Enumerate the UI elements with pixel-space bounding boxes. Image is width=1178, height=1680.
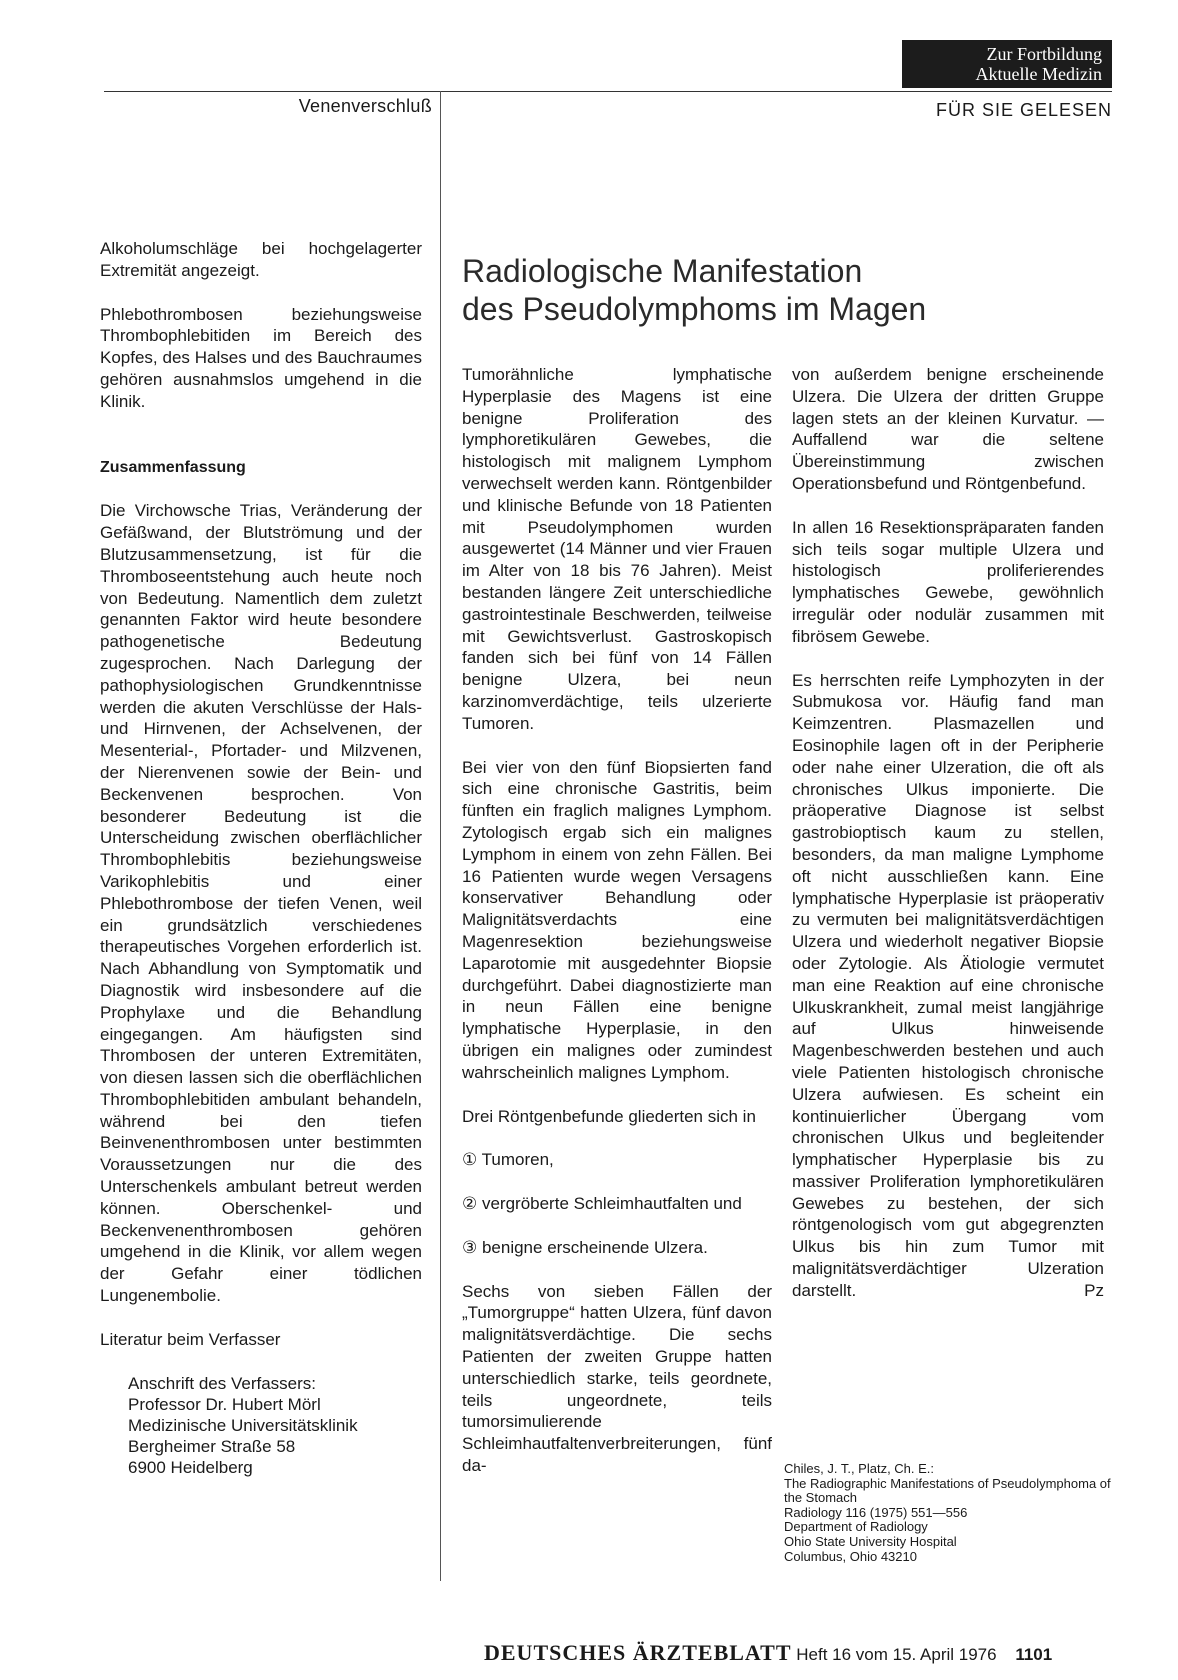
running-title: Venenverschluß [298, 96, 432, 116]
address-line: Medizinische Universitätsklinik [128, 1415, 358, 1435]
reference-line: The Radiographic Manifestations of Pseudolymphoma of the Stomach [784, 1475, 1111, 1506]
column-divider [440, 91, 441, 1581]
summary-text: Die Virchowsche Trias, Veränderung der Gefäßwand, der Blutströmung und der Blutzusammensetzung, ist für die Thromboseentstehung auch heute noch von Bedeutung. Namentlich dem zuletzt genannten Faktor wird heute besondere pathogenetische Bedeutung zugesprochen. Nach Darlegung der pathophysiologischen Grundkenntnisse werden die akuten Verschlüsse der Hals- und Hirnvenen, der Achselvenen, der Mesenterial-, Pfortader- und Milzvenen, der Nierenvenen sowie der Bein- und Beckenvenen besprochen. Von besonderer Bedeutung ist die Unterscheidung zwischen oberflächlicher Thrombophlebitis beziehungsweise Varikophlebitis und einer Phlebothrombose der tiefen Venen, weil ein grundsätzlich verschiedenes therapeutisches Vorgehen erforderlich ist. Nach Abhandlung von Symptomatik und Diagnostik wird insbesondere auf die Prophylaxe und die Behandlung eingegangen. Am häufigsten sind Thrombosen der unteren Extremitäten, von diesen lassen sich die oberflächlichen Thrombophlebitiden ambulant behandeln, während bei den tiefen Beinvenenthrombosen unter bestimmten Voraussetzungen nur die des Unterschenkels ambulant betreut werden können. Oberschenkel- und Beckenvenenthrombosen gehören umgehend in die Klinik, vor allem wegen der Gefahr einer tödlichen Lungenembolie. [100, 501, 422, 1306]
left-column [100, 238, 422, 1478]
article-paragraph: Bei vier von den fünf Biopsierten fand sich eine chronische Gastritis, beim fünften ein fraglich malignes Lymphom. Zytologisch ergab sich ein malignes Lymphom in einem von zehn Fällen. Bei 16 Patienten wurde wegen Versagens konservativer Behandlung oder Malignitätsverdachts eine Magenresektion beziehungsweise Laparotomie mit ausgedehnter Biopsie durchgeführt. Dabei diagnostizierte man in neun Fällen eine benigne lymphatische Hyperplasie, in den übrigen ein malignes oder zumindest wahrscheinlich malignes Lymphom. [462, 757, 772, 1082]
article-paragraph: In allen 16 Resektionspräparaten fanden sich teils sogar multiple Ulzera und histologisch proliferierendes lymphatisches Gewebe, gewöhnlich irregulär oder nodulär zusammen mit fibrösem Gewebe. [792, 517, 1104, 646]
address-line: 6900 Heidelberg [128, 1457, 253, 1477]
address-line: Professor Dr. Hubert Mörl [128, 1394, 321, 1414]
findings-item-1: ① Tumoren, [462, 1150, 554, 1170]
header-rule-left [104, 91, 440, 92]
header-rule-right [440, 91, 1112, 92]
reference-block [784, 1462, 1114, 1564]
article-title-line-1: Radiologische Manifestation [462, 253, 863, 289]
reference-line: Columbus, Ohio 43210 [784, 1548, 917, 1564]
badge-line-2: Aktuelle Medizin [975, 64, 1102, 84]
article-title [462, 252, 1102, 328]
badge-line-1: Zur Fortbildung [986, 44, 1102, 64]
left-paragraph-2: Phlebothrombosen beziehungsweise Thrombophlebitiden im Bereich des Kopfes, des Halses und des Bauchraumes gehören ausnahmslos umgehend in die Klinik. [100, 304, 422, 411]
article-paragraph: Sechs von sieben Fällen der „Tumorgruppe“ hatten Ulzera, fünf davon malignitätsverdächtige. Die sechs Patienten der zweiten Gruppe hatten unterschiedlich starke, teils geordnete, teils ungeordnete, teils tumorsimulierende Schleimhautfaltenverbreiterungen, fünf da- [462, 1281, 772, 1476]
findings-item-2: ② vergröberte Schleimhautfalten und [462, 1194, 742, 1214]
summary-heading: Zusammenfassung [100, 458, 246, 476]
article-title-line-2: des Pseudolymphoms im Magen [462, 291, 927, 327]
article-paragraph-text: Es herrschten reife Lymphozyten in der Submukosa vor. Häufig fand man Keimzentren. Plasmazellen und Eosinophile lagen oft in der Peripherie oder nahe einer Ulzeration, die oft als chronisches Ulkus imponierte. Die präoperative Diagnose ist selbst gastrobioptisch kaum zu stellen, besonders, da man maligne Lymphome oft nicht ausschließen kann. Eine lymphatische Hyperplasie ist präoperativ zu vermuten bei malignitätsverdächtigen Ulzera und wiederholt negativer Biopsie oder Zytologie. Als Ätiologie vermutet man eine Reaktion auf eine chronische Ulkuskrankheit, zumal meist langjährige auf Ulkus hinweisende Magenbeschwerden bestehen und auch viele Patienten histologisch chronische Ulzera aufwiesen. Es scheint ein kontinuierlicher Übergang vom chronischen Ulkus und begleitender lymphatischer Hyperplasie bis zu massiver Proliferation lymphoretikulären Gewebes zu bestehen, der sich röntgenologisch vom gut abgegrenzten Ulkus bis hin zum Tumor mit malignitätsverdächtiger Ulzeration darstellt. [792, 670, 1104, 1300]
reference-line: Radiology 116 (1975) 551—556 [784, 1504, 968, 1520]
right-column [792, 364, 1104, 1324]
author-signature: Pz [1084, 1280, 1104, 1300]
issue-info: Heft 16 vom 15. April 1976 [796, 1645, 997, 1664]
journal-name: DEUTSCHES ÄRZTEBLATT [484, 1640, 792, 1665]
section-badge [902, 40, 1112, 88]
article-paragraph: Drei Röntgenbefunde gliederten sich in [462, 1106, 756, 1126]
article-paragraph: von außerdem benigne erscheinende Ulzera. Die Ulzera der dritten Gruppe lagen stets an der kleinen Kurvatur. — Auffallend war die seltene Übereinstimmung zwischen Operationsbefund und Röntgenbefund. [792, 365, 1104, 493]
article-paragraph [792, 670, 1104, 1302]
reference-line: Department of Radiology [784, 1519, 928, 1535]
article-paragraph: Tumorähnliche lymphatische Hyperplasie des Magens ist eine benigne Proliferation des lymphoretikulären Gewebes, die histologisch mit malignem Lymphom verwechselt werden kann. Röntgenbilder und klinische Befunde von 18 Patienten mit Pseudolymphomen wurden ausgewertet (14 Männer und vier Frauen im Alter von 18 bis 76 Jahren). Meist bestanden längere Zeit unterschiedliche gastrointestinale Beschwerden, teilweise mit Gewichtsverlust. Gastroskopisch fanden sich bei fünf von 14 Fällen benigne Ulzera, bei neun karzinomverdächtige, teils ulzerierte Tumoren. [462, 365, 772, 733]
middle-column [462, 364, 772, 1499]
author-address [128, 1373, 422, 1478]
literature-note: Literatur beim Verfasser [100, 1329, 281, 1349]
section-label: FÜR SIE GELESEN [935, 100, 1112, 120]
reference-line: Ohio State University Hospital [784, 1533, 957, 1549]
findings-item-3: ③ benigne erscheinende Ulzera. [462, 1237, 708, 1257]
address-line: Bergheimer Straße 58 [128, 1436, 296, 1456]
page-number: 1101 [1015, 1645, 1053, 1664]
left-paragraph-1: Alkoholumschläge bei hochgelagerter Extremität angezeigt. [100, 239, 422, 280]
reference-line: Chiles, J. T., Platz, Ch. E.: [784, 1461, 935, 1476]
page-footer [484, 1640, 1104, 1666]
address-line: Anschrift des Verfassers: [128, 1373, 317, 1393]
